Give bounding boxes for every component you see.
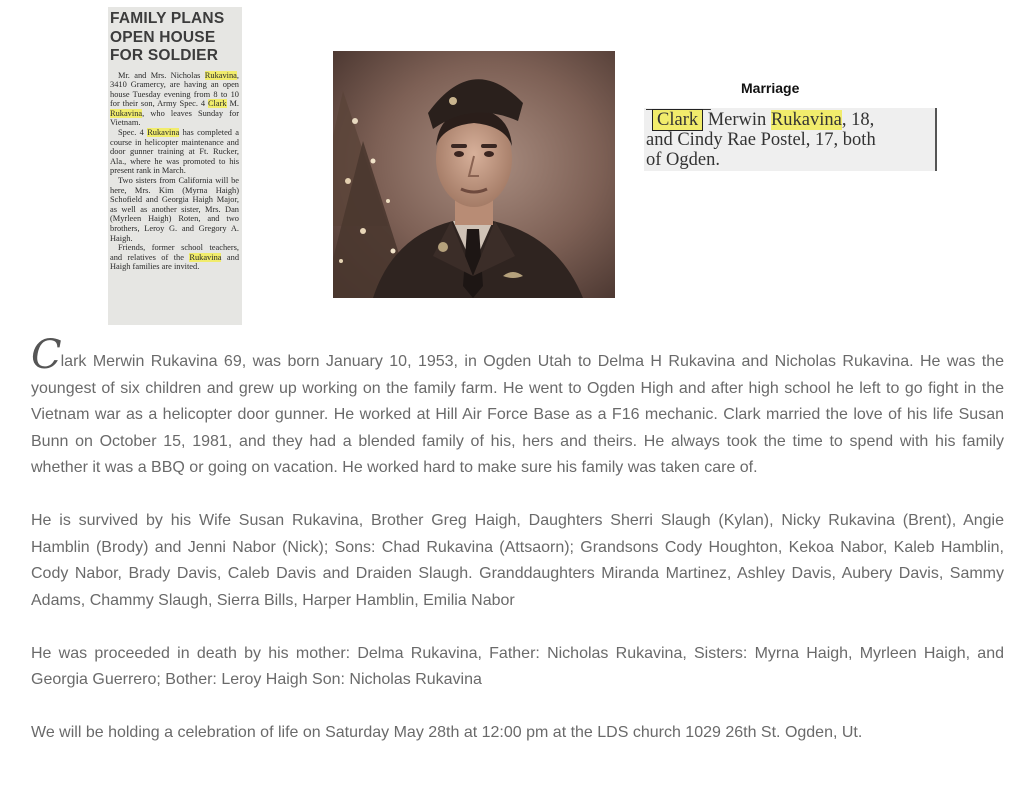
clipping-headline-line: FAMILY PLANS [110, 10, 225, 27]
clipping-text: Friends, former school teachers, and relatives of the [110, 243, 239, 262]
marriage-text: Merwin [703, 110, 771, 130]
clipping-text: M. [226, 99, 239, 109]
highlighted-name: Rukavina [110, 108, 143, 118]
obituary-paragraph-biography [31, 332, 1004, 482]
newspaper-clipping-marriage [644, 108, 937, 171]
highlighted-name: Rukavina [189, 252, 222, 262]
obituary-paragraph-survivors: He is survived by his Wife Susan Rukavina, Brother Greg Haigh, Daughters Sherri Slaugh (Kylan), Nicky Rukavina (Brent), Angie Hamblin (Brody) and Jenni Nabor (Nick); Sons: Chad Rukavina (Attsaorn); Grandsons Cody Houghton, Kekoa Nabor, Kaleb Hamblin, Cody Nabor, Brady Davis, Caleb Davis and Draiden Slaugh. Granddaughters Miranda Martinez, Ashley Davis, Aubery Davis, Sammy Adams, Chammy Slaugh, Sierra Bills, Harper Hamblin, Emilia Nabor [31, 512, 1004, 609]
clipping-paragraph [110, 243, 239, 272]
clipping-text: , who leaves Sunday for Vietnam. [110, 108, 239, 128]
newspaper-clipping-open-house [108, 7, 242, 325]
highlighted-name: Rukavina [770, 110, 842, 130]
highlighted-name: Rukavina [204, 70, 237, 80]
clipping-paragraph [110, 71, 239, 129]
obituary-paragraph-celebration: We will be holding a celebration of life on Saturday May 28th at 12:00 pm at the LDS church 1029 26th St. Ogden, Ut. [31, 724, 863, 741]
marriage-line: and Cindy Rae Postel, 17, both [646, 130, 876, 150]
obituary-text [31, 332, 1004, 773]
clipping-headline [110, 10, 239, 66]
clipping-paragraph: Two sisters from California will be here, Mrs. Kim (Myrna Haigh) Schofield and Georgia Haigh Major, as well as another sister, Mrs. Dan (Myrleen Haigh) Roten, and two brothers, Leroy G. and Gregory A. Haigh. [110, 176, 239, 243]
obituary-paragraph-preceded: He was proceeded in death by his mother: Delma Rukavina, Father: Nicholas Rukavina, Sisters: Myrna Haigh, Myrleen Haigh, and Georgia Guerrero; Bother: Leroy Haigh Son: Nicholas Rukavina [31, 644, 1004, 688]
drop-cap: C [31, 332, 62, 378]
clipping-text: , 3410 Gramercy, are having an open house Tuesday evening from 8 to 10 for their son, Army Spec. 4 [110, 70, 239, 109]
clipping-paragraph [110, 128, 239, 176]
portrait-drawing [333, 51, 615, 298]
marriage-line [646, 110, 931, 130]
clipping-text: Spec. 4 [118, 128, 148, 138]
clipping-text: has completed a course in helicopter maintenance and door gunner training at Ft. Rucker, Ala., where he was promoted to his present rank in March. [110, 128, 239, 176]
clipping-text: Mr. and Mrs. Nicholas [118, 70, 205, 80]
biography-text: lark Merwin Rukavina 69, was born January 10, 1953, in Ogden Utah to Delma H Rukavina and Nicholas Rukavina. He was the youngest of six children and grew up working on the family farm. He went to Ogden High and after high school he left to go fight in the Vietnam war as a helicopter door gunner. He worked at Hill Air Force Base as a F16 mechanic. Clark married the love of his life Susan Bunn on October 15, 1981, and they had a blended family of his, hers and theirs. He always took the time to spend with his family whether it was a BBQ or going on vacation. He worked hard to make sure his family was taken care of. [31, 353, 1004, 476]
marriage-title: Marriage [741, 80, 800, 96]
highlighted-name: Clark [652, 109, 703, 131]
clipping-text: and Haigh families are invited. [110, 252, 240, 272]
highlighted-name: Rukavina [147, 128, 180, 138]
clipping-headline-line: OPEN HOUSE [110, 28, 216, 46]
marriage-text: , 18, [841, 110, 875, 130]
clipping-headline-line: FOR SOLDIER [110, 47, 219, 64]
soldier-portrait-photo [333, 51, 615, 298]
highlighted-name: Clark [207, 99, 227, 109]
marriage-line: of Ogden. [646, 150, 720, 170]
clipping-body [110, 71, 239, 272]
